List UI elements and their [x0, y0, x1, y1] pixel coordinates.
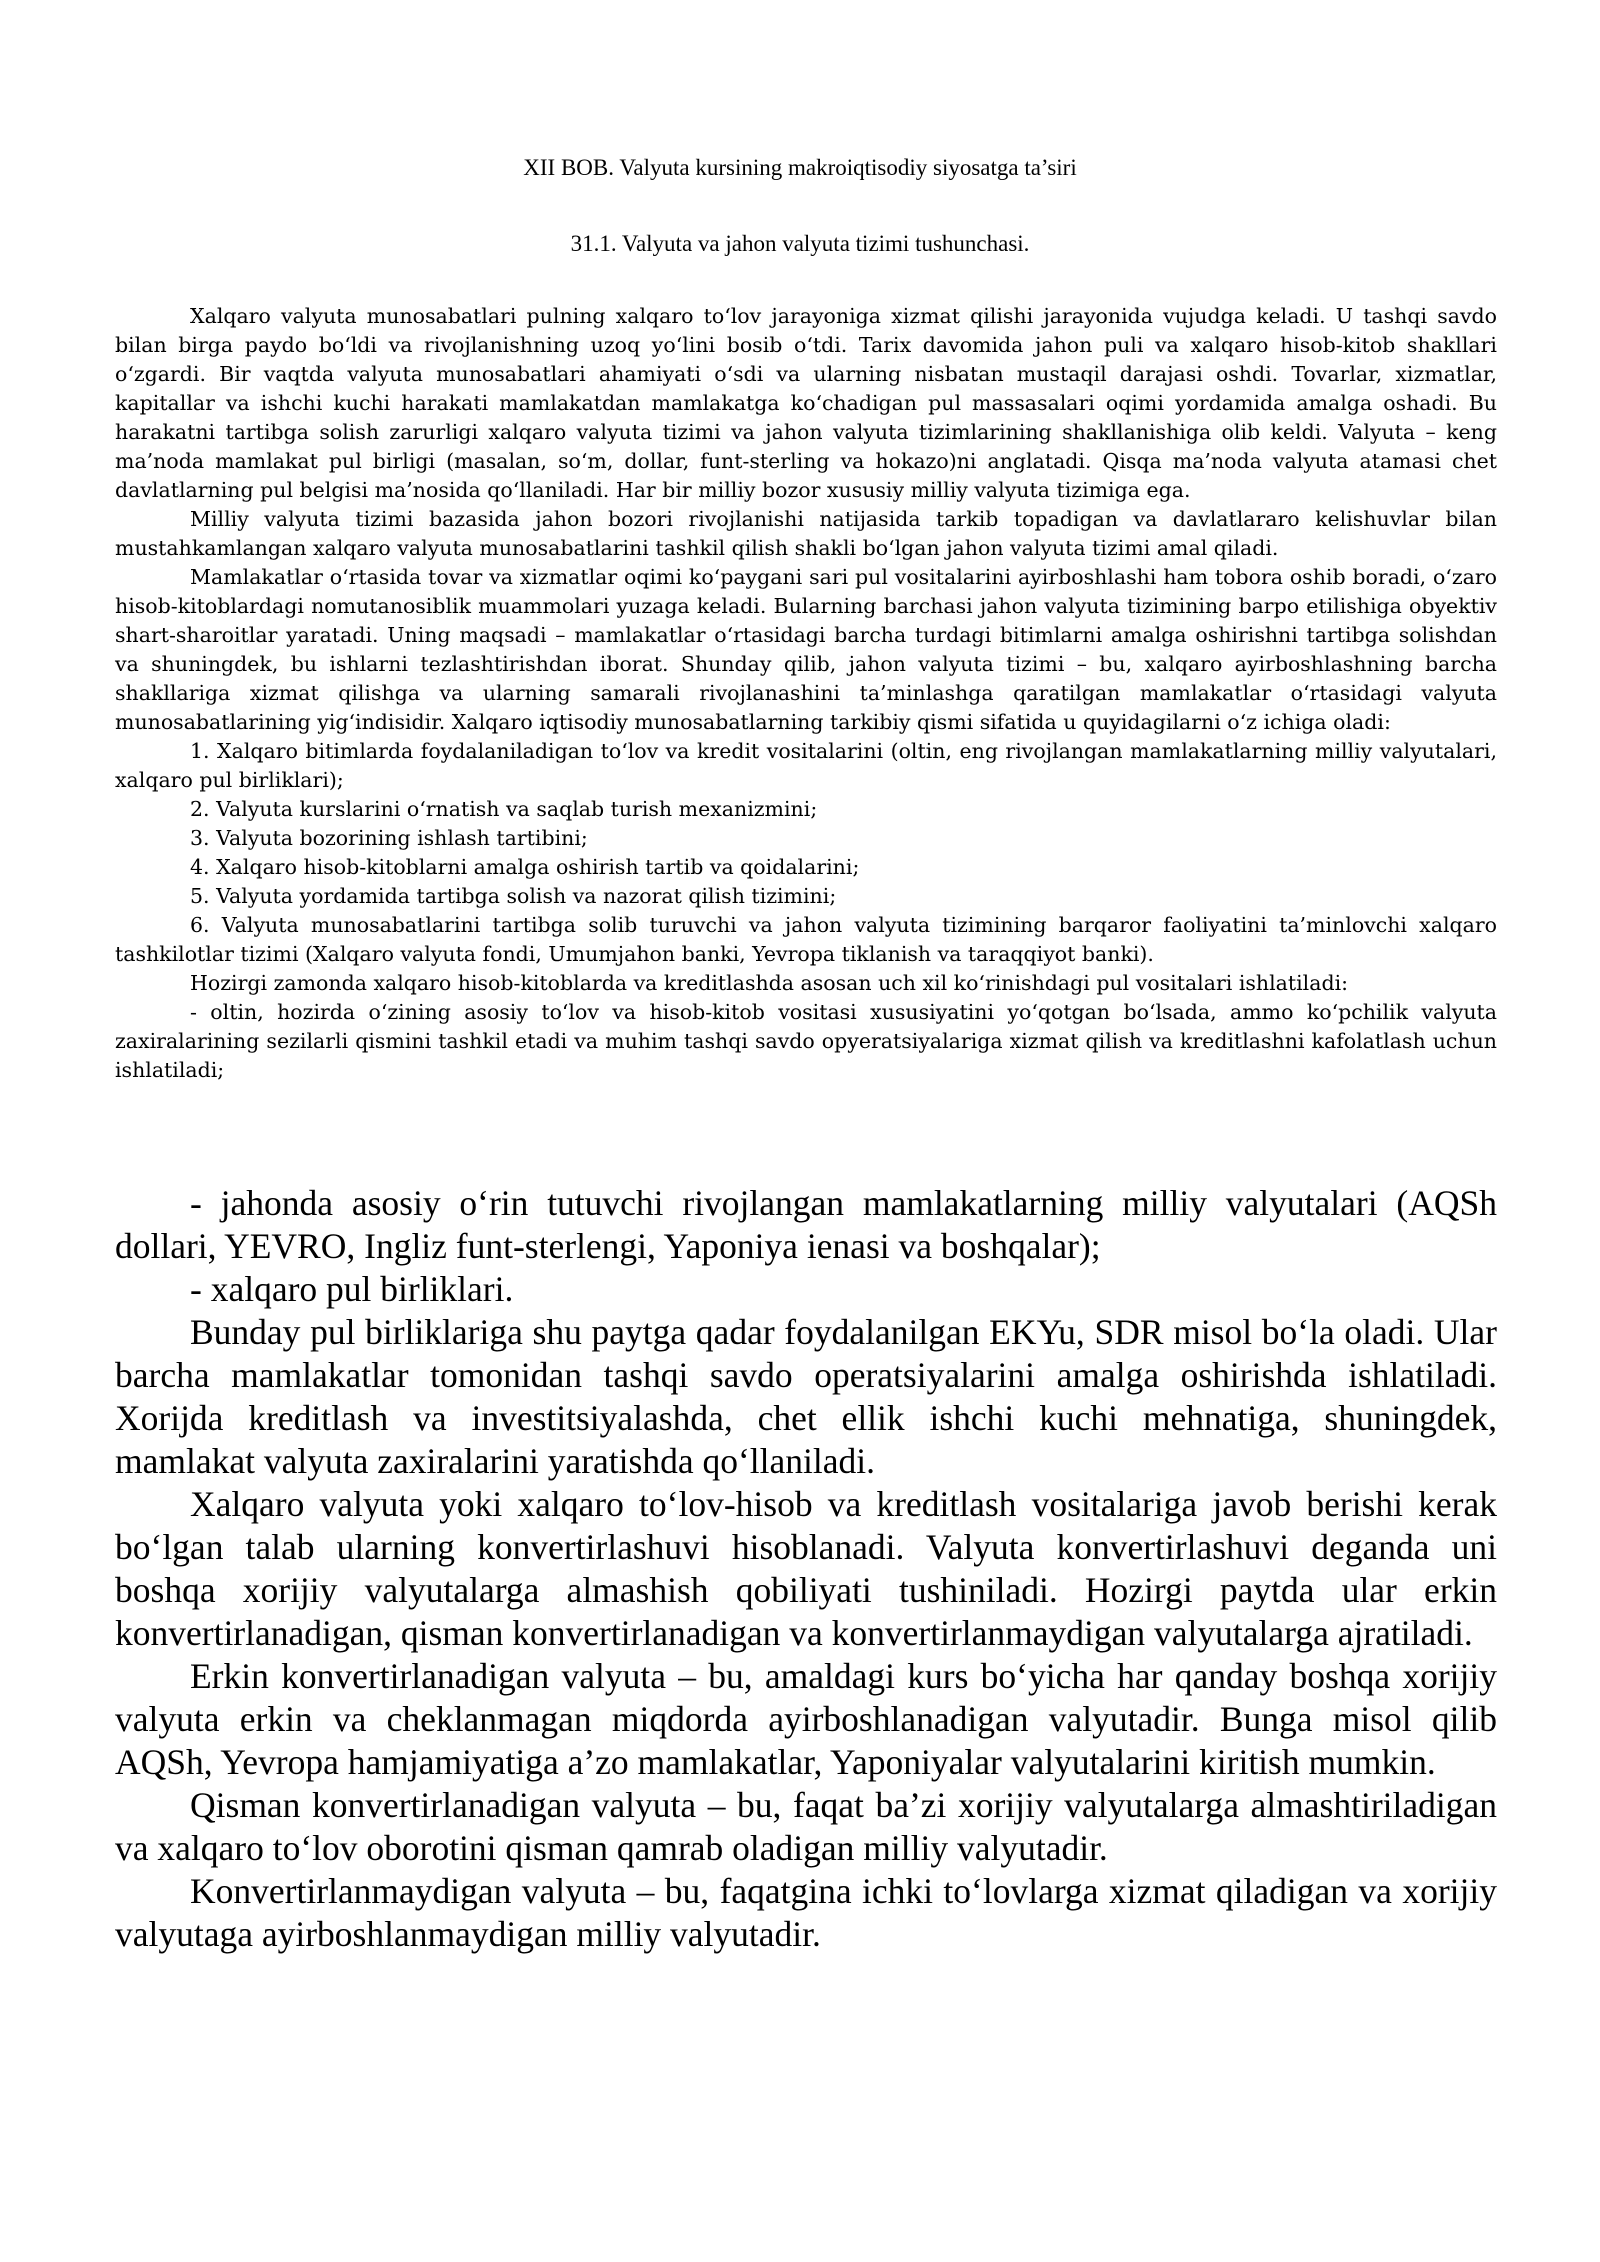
paragraph: Qisman konvertirlanadigan valyuta – bu, faqat ba’zi xorijiy valyutalarga almashtiriladigan va xalqaro to‘lov oborotini qisman qamrab oladigan milliy valyutadir. [115, 1785, 1497, 1868]
chapter-title: XII BOB. Valyuta kursining makroiqtisodiy siyosatga ta’siri [523, 155, 1077, 180]
paragraph: Xalqaro valyuta yoki xalqaro to‘lov-hisob va kreditlash vositalariga javob berishi kerak bo‘lgan talab ularning konvertirlashuvi hisoblanadi. Valyuta konvertirlashuvi deganda uni boshqa xorijiy valyutalarga almashish qobiliyati tushiniladi. Hozirgi paytda ular erkin konvertirlanadigan, qisman konvertirlanadigan va konvertirlanmaydigan valyutalarga ajratiladi. [115, 1484, 1497, 1653]
list-item: 3. Valyuta bozorining ishlash tartibini; [190, 826, 588, 850]
list-item: 4. Xalqaro hisob-kitoblarni amalga oshirish tartib va qoidalarini; [190, 855, 860, 879]
list-item: - oltin, hozirda o‘zining asosiy to‘lov va hisob-kitob vositasi xususiyatini yo‘qotgan bo‘lsada, ammo ko‘pchilik valyuta zaxiralarining sezilarli qismini tashkil etadi va muhim tashqi savdo opyeratsiyalariga xizmat qilish va kreditlashni kafolatlash uchun ishlatiladi; [115, 1000, 1497, 1082]
body-text-large [115, 1182, 1497, 1956]
body-text-small [115, 302, 1497, 1085]
list-item: - jahonda asosiy o‘rin tutuvchi rivojlangan mamlakatlarning milliy valyutalari (AQSh dollari, YEVRO, Ingliz funt-sterlengi, Yaponiya ienasi va boshqalar); [115, 1183, 1497, 1266]
paragraph: Xalqaro valyuta munosabatlari pulning xalqaro to‘lov jarayoniga xizmat qilishi jarayonida vujudga keladi. U tashqi savdo bilan birga paydo bo‘ldi va rivojlanishning uzoq yo‘lini bosib o‘tdi. Tarix davomida jahon puli va xalqaro hisob-kitob shakllari o‘zgardi. Bir vaqtda valyuta munosabatlari ahamiyati o‘sdi va ularning nisbatan mustaqil darajasi oshdi. Tovarlar, xizmatlar, kapitallar va ishchi kuchi harakati mamlakatdan mamlakatga ko‘chadigan pul massasalari oqimi yordamida amalga oshadi. Bu harakatni tartibga solish zarurligi xalqaro valyuta tizimi va jahon valyuta tizimlarining shakllanishiga olib keldi. Valyuta – keng ma’noda mamlakat pul birligi (masalan, so‘m, dollar, funt-sterling va hokazo)ni anglatadi. Qisqa ma’noda valyuta atamasi chet davlatlarning pul belgisi ma’nosida qo‘llaniladi. Har bir milliy bozor xususiy milliy valyuta tizimiga ega. [115, 304, 1497, 502]
list-item: 6. Valyuta munosabatlarini tartibga solib turuvchi va jahon valyuta tizimining barqaror faoliyatini ta’minlovchi xalqaro tashkilotlar tizimi (Xalqaro valyuta fondi, Umumjahon banki, Yevropa tiklanish va taraqqiyot banki). [115, 913, 1497, 966]
list-item: 5. Valyuta yordamida tartibga solish va nazorat qilish tizimini; [190, 884, 837, 908]
section-title: 31.1. Valyuta va jahon valyuta tizimi tushunchasi. [570, 231, 1030, 256]
paragraph: Bunday pul birliklariga shu paytga qadar foydalanilgan EKYu, SDR misol bo‘la oladi. Ular barcha mamlakatlar tomonidan tashqi savdo operatsiyalarini amalga oshirishda ishlatiladi. Xorijda kreditlash va investitsiyalashda, chet ellik ishchi kuchi mehnatiga, shuningdek, mamlakat valyuta zaxiralarini yaratishda qo‘llaniladi. [115, 1312, 1497, 1481]
paragraph: Erkin konvertirlanadigan valyuta – bu, amaldagi kurs bo‘yicha har qanday boshqa xorijiy valyuta erkin va cheklanmagan miqdorda ayirboshlanadigan valyutadir. Bunga misol qilib AQSh, Yevropa hamjamiyatiga a’zo mamlakatlar, Yaponiyalar valyutalarini kiritish mumkin. [115, 1656, 1497, 1782]
list-item: - xalqaro pul birliklari. [190, 1269, 514, 1309]
paragraph: Hozirgi zamonda xalqaro hisob-kitoblarda va kreditlashda asosan uch xil ko‘rinishdagi pul vositalari ishlatiladi: [190, 971, 1349, 995]
list-item: 1. Xalqaro bitimlarda foydalaniladigan to‘lov va kredit vositalarini (oltin, eng rivojlangan mamlakatlarning milliy valyutalari, xalqaro pul birliklari); [115, 739, 1497, 792]
paragraph: Mamlakatlar o‘rtasida tovar va xizmatlar oqimi ko‘paygani sari pul vositalarini ayirboshlashi ham tobora oshib boradi, o‘zaro hisob-kitoblardagi nomutanosiblik muammolari yuzaga keladi. Bularning barchasi jahon valyuta tizimining barpo etilishiga obyektiv shart-sharoitlar yaratadi. Uning maqsadi – mamlakatlar o‘rtasidagi barcha turdagi bitimlarni amalga oshirishni tartibga solishdan va shuningdek, bu ishlarni tezlashtirishdan iborat. Shunday qilib, jahon valyuta tizimi – bu, xalqaro ayirboshlashning barcha shakllariga xizmat qilishga va ularning samarali rivojlanashini ta’minlashga qaratilgan mamlakatlar o‘rtasidagi valyuta munosabatlarining yig‘indisidir. Xalqaro iqtisodiy munosabatlarning tarkibiy qismi sifatida u quyidagilarni o‘z ichiga oladi: [115, 565, 1497, 734]
paragraph: Konvertirlanmaydigan valyuta – bu, faqatgina ichki to‘lovlarga xizmat qiladigan va xorijiy valyutaga ayirboshlanmaydigan milliy valyutadir. [115, 1871, 1497, 1954]
paragraph: Milliy valyuta tizimi bazasida jahon bozori rivojlanishi natijasida tarkib topadigan va davlatlararo kelishuvlar bilan mustahkamlangan xalqaro valyuta munosabatlarini tashkil qilish shakli bo‘lgan jahon valyuta tizimi amal qiladi. [115, 507, 1497, 560]
list-item: 2. Valyuta kurslarini o‘rnatish va saqlab turish mexanizmini; [190, 797, 818, 821]
